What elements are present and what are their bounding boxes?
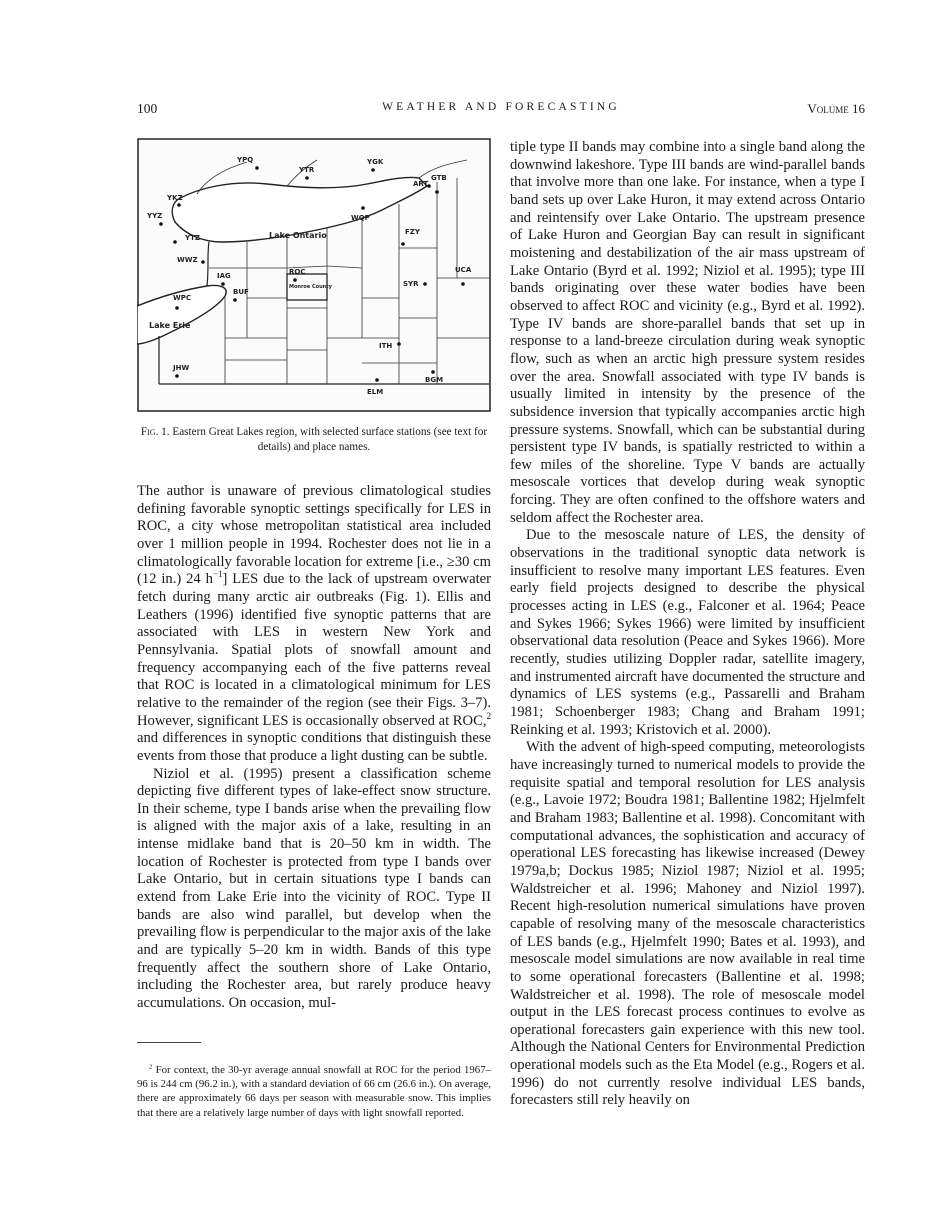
great-lakes-map xyxy=(137,138,491,412)
footnote xyxy=(137,1063,491,1120)
station-jhw: JHW xyxy=(173,364,190,372)
footnote-mark: 2 xyxy=(149,1063,153,1071)
paragraph: tiple type II bands may combine into a single band along the downwind lakeshore. Type III bands are wind-parallel bands that involve more than one lake. For instance, when a type I band sets up over Lake Huron, it may extend across Ontario and reintensify over Lake Ontario. The upstream presence of Lake Huron and Georgian Bay can result in significant moistening and destabilization of the air mass upstream of Lake Ontario (Byrd et al. 1992; Niziol et al. 1995); type III bands originating over these water bodies have been observed to affect ROC and vicinity (e.g., Byrd et al. 1992). Type IV bands are shore-parallel bands that set up in response to a land-breeze circulation during weak synoptic flow, such as when an arctic high pressure system resides over the area. Snowfall associated with type IV bands is usually limited in intensity by the presence of the subsidence inversion that typically accompanies arctic high pressure systems. Snowfall, which can be substantial during persistent type IV bands, is spatially restricted to within a few miles of the shoreline. Type V bands are actually mesoscale vortices that develop during weak synoptic forcing. They are often confined to the offshore waters and seldom affect the Rochester area. xyxy=(510,139,865,526)
journal-title: WEATHER AND FORECASTING xyxy=(382,101,620,113)
figure-label: Fig. 1. xyxy=(140,426,170,438)
running-header xyxy=(137,101,865,121)
station-uca: UCA xyxy=(455,266,472,274)
paragraph: Due to the mesoscale nature of LES, the density of observations in the traditional synoptic data network is insufficient to resolve many important LES features. Even early field projects designed to describe the physical processes acting in LES (e.g., Falconer et al. 1964; Peace and Sykes 1966; Sykes 1966) were limited by insufficient observational data resolution (Peace and Sykes 1966). More recently, studies utilizing Doppler radar, satellite imagery, and instrumented aircraft have documented the structure and dynamics of LES systems (e.g., Passarelli and Braham 1981; Schoenberger 1983; Chang and Braham 1991; Reinking et al. 1993; Kristovich et al. 2000). xyxy=(510,527,865,738)
figure-caption-text: Eastern Great Lakes region, with selected surface stations (see text for details) and place names. xyxy=(172,426,488,453)
text-span: and differences in synoptic conditions that distinguish these events from those that produce a light dusting can be subtle. xyxy=(137,730,491,764)
station-bgm: BGM xyxy=(425,376,444,384)
station-ytz: YTZ xyxy=(185,234,200,242)
superscript: −1 xyxy=(212,569,223,580)
left-column xyxy=(137,483,491,1013)
station-ygk: YGK xyxy=(367,158,384,166)
station-ytr: YTR xyxy=(299,166,315,174)
monroe-county-label: Monroe County xyxy=(289,284,332,290)
station-wwz: WWZ xyxy=(177,256,198,264)
station-buf: BUF xyxy=(233,288,249,296)
volume-label: Volume 16 xyxy=(807,101,865,116)
footnote-rule xyxy=(137,1042,201,1043)
station-fzy: FZY xyxy=(405,228,420,236)
text-span: The author is unaware of previous climatological studies defining favorable synoptic settings specifically for LES in ROC, a city whose metropolitan statistical area included over 1 million people in 1994. Rochester does not lie in a climatologically favorable location for extreme [i.e., ≥30 cm (12 in.) 24 h xyxy=(137,483,491,588)
page-number: 100 xyxy=(137,101,158,116)
paragraph xyxy=(137,483,491,766)
station-ypq: YPQ xyxy=(237,156,254,164)
station-elm: ELM xyxy=(367,388,384,396)
station-ykz: YKZ xyxy=(167,194,183,202)
station-ith: ITH xyxy=(379,342,393,350)
paragraph: With the advent of high-speed computing, meteorologists have increasingly turned to numerical models to provide the requisite spatial and temporal resolution for LES analysis (e.g., Lavoie 1972; Boudra 1981; Ballentine 1982; Hjelmfelt and Braham 1983; Ballentine et al. 1998). Concomitant with computational advances, the sophistication and accuracy of operational LES forecasting has likewise increased (Dewey 1979a,b; Dockus 1985; Niziol 1987; Niziol et al. 1995; Waldstreicher et al. 1996; Mahoney and Niziol 1997). Recent high-resolution numerical simulations have proven capable of resolving many of the mesoscale characteristics of LES bands (e.g., Hjelmfelt 1990; Bates et al. 1993), and mesoscale model simulations are now available in real time to some operational forecasters (Ballentine et al. 1998; Waldstreicher et al. 1998). The role of mesoscale model output in the LES forecast process continues to evolve as operational forecasters gain experience with this new tool. Although the National Centers for Environmental Prediction operational models such as the Eta Model (e.g., Rogers et al. 1996) do not currently resolve individual LES bands, forecasters still rely heavily on xyxy=(510,739,865,1109)
figure-map xyxy=(137,138,491,412)
station-gtb: GTB xyxy=(431,174,447,182)
station-yyz: YYZ xyxy=(147,212,163,220)
figure-caption xyxy=(137,425,491,455)
paragraph: Niziol et al. (1995) present a classification scheme depicting five different types of lake-effect snow structure. In their scheme, type I bands arise when the prevailing flow is aligned with the major axis of a lake, resulting in an intense midlake band that is 20–50 km in width. The location of Rochester is protected from type I bands over Lake Ontario, but in certain situations type I bands can extend from Lake Erie into the vicinity of ROC. Type II bands are also wind parallel, but develop when the prevailing flow is perpendicular to the major axis of the lake and are typically 5–20 km in width. Bands of this type frequently affect the southern shore of Lake Ontario, including the Rochester area, but rarely produce heavy accumulations. On occasion, mul- xyxy=(137,765,491,1012)
station-wqp: WQP xyxy=(351,214,370,222)
text-span: ] LES due to the lack of upstream overwater fetch during many arctic air outbreaks (Fig. 1). Ellis and Leathers (1996) identified five synoptic patterns that are associated with LES in western New York and Pennsylvania. Spatial plots of snowfall amount and frequency accompanying each of the five patterns reveal that ROC is located in a climatological minimum for LES relative to the remainder of the region (see their Figs. 3–7). However, significant LES is occasionally observed at ROC, xyxy=(137,571,491,729)
station-roc: ROC xyxy=(289,268,306,276)
station-syr: SYR xyxy=(403,280,419,288)
station-art: ART xyxy=(413,180,429,188)
footnote-mark: 2 xyxy=(486,710,491,721)
lake-ontario-label: Lake Ontario xyxy=(269,231,327,240)
station-iag: IAG xyxy=(217,272,231,280)
lake-erie-label: Lake Erie xyxy=(149,321,191,330)
footnote-text: For context, the 30-yr average annual snowfall at ROC for the period 1967–96 is 244 cm (96.2 in.), with a standard deviation of 66 cm (26.6 in.). On average, there are approximately 66 days per season with measurable snow. This implies that there are a relatively large number of days with light snowfall reported. xyxy=(137,1064,491,1119)
right-column xyxy=(510,139,865,1110)
station-wpc: WPC xyxy=(173,294,191,302)
